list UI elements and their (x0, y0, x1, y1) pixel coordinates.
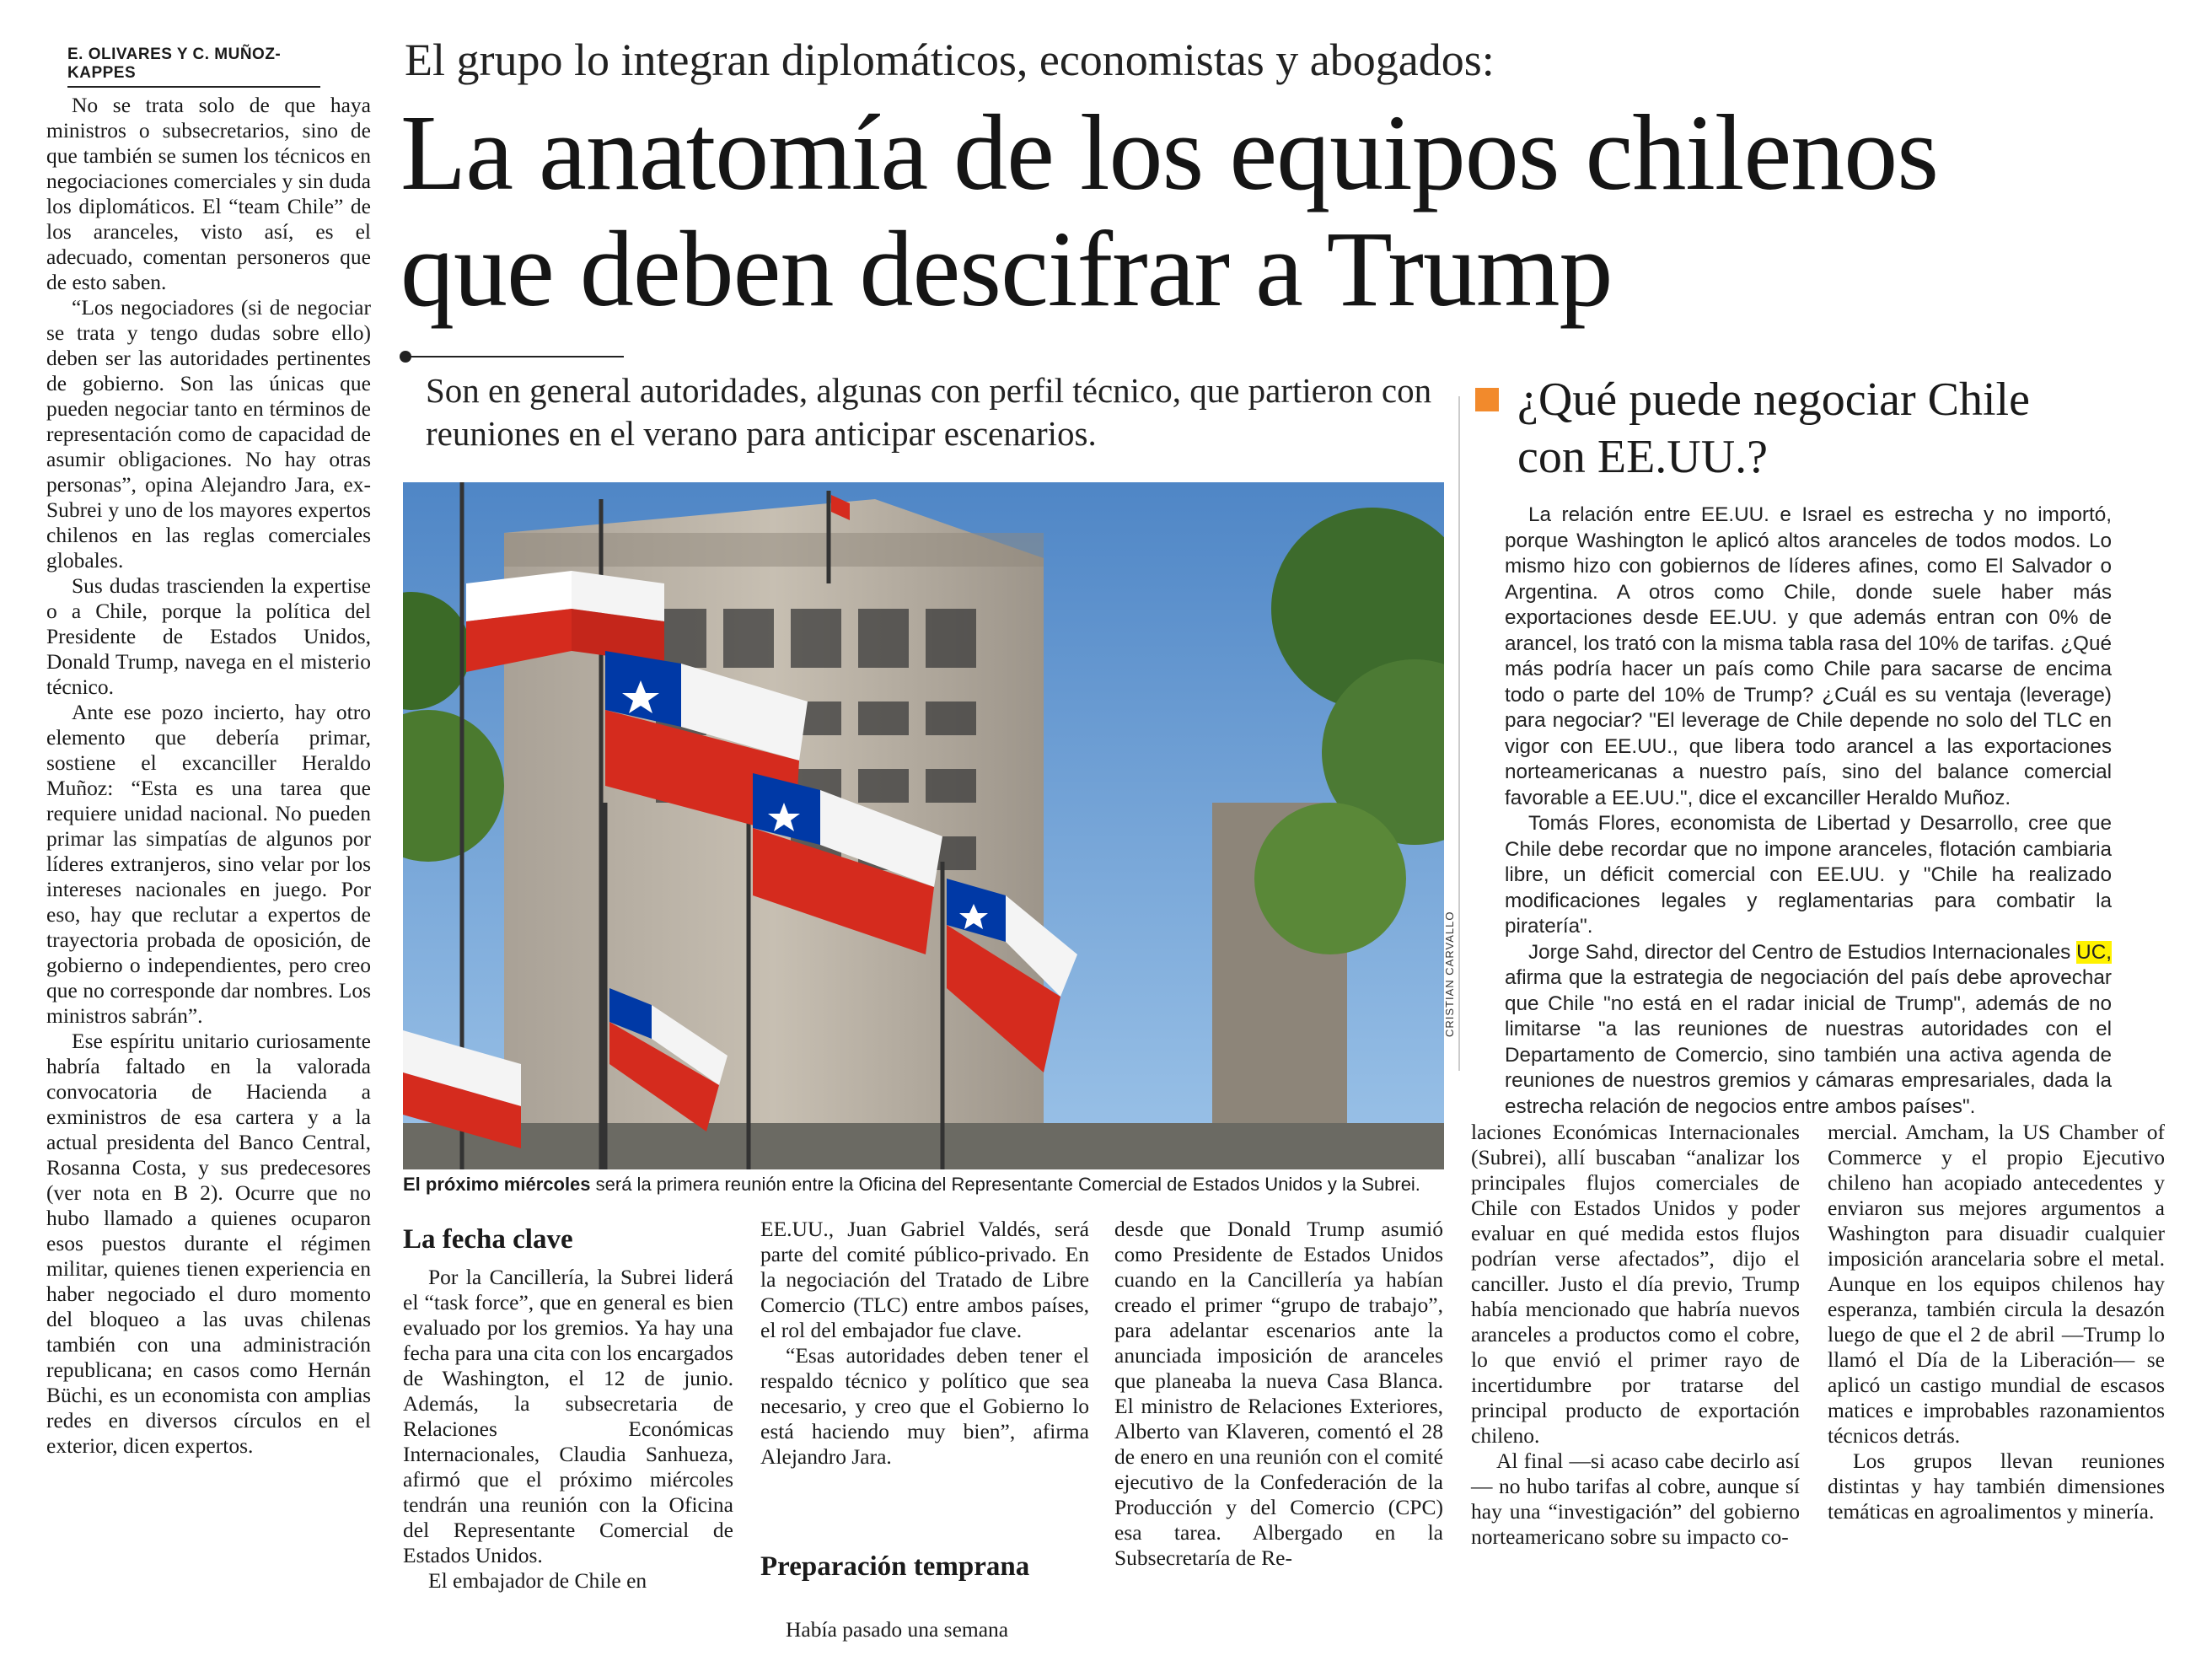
caption-bold: El próximo miércoles (403, 1174, 591, 1195)
sidebar-paragraph: Tomás Flores, economista de Libertad y Desarrollo, cree que Chile debe recordar que no impone aranceles, flotación cambiaria libre, un déficit comercial con EE.UU. y "Chile ha realizado modificaciones legales y reglamentarias para combatir la piratería". (1505, 812, 2112, 938)
paragraph: mercial. Amcham, la US Chamber of Commerce y el propio Ejecutivo chileno han acopiado antecedentes y enviaron sus mejores argumentos a Washington para disuadir cualquier imposición arancelaria sobre el metal. Aunque en los equipos chilenos hay esperanza, también circula la desazón luego de que el 2 de abril —Trump lo llamó el Día de la Liberación— se aplicó un castigo mundial de escasos matices e improbables razonamientos técnicos detrás. (1828, 1120, 2165, 1448)
paragraph: Ante ese pozo incierto, hay otro elemento que debería primar, sostiene el excanciller Heraldo Muñoz: “Esta es una tarea que requiere unidad nacional. No pueden primar las simpatías de algunos por líderes extranjeros, sino velar por los intereses nacionales en juego. Por eso, hay que reclutar a expertos de trayectoria probada de oposición, de gobierno o independientes, pero creo que no corresponde dar nombres. Los ministros sabrán”. (46, 700, 371, 1028)
photo-credit: CRISTIAN CARVALLO (1443, 911, 1456, 1037)
paragraph: “Los negociadores (si de negociar se trata y tengo dudas sobre ello) deben ser las autoridades pertinentes de gobierno. Son las únicas que pueden negociar tanto en términos de representación como de capacidad de asumir obligaciones. No hay otras personas”, opina Alejandro Jara, ex-Subrei y uno de los mayores expertos chilenos en las reglas comerciales globales. (46, 295, 371, 572)
kicker: El grupo lo integran diplomáticos, economistas y abogados: (405, 35, 1495, 85)
sidebar-title: ¿Qué puede negociar Chile con EE.UU.? (1517, 374, 2030, 483)
sidebar-rule (1458, 396, 1460, 1071)
paragraph: desde que Donald Trump asumió como Presidente de Estados Unidos cuando en la Cancillería ya habían creado el primer “grupo de trabajo”, para adelantar escenarios ante la anunciada imposición de aranceles que planeaba la nueva Casa Blanca. El ministro de Relaciones Exteriores, Alberto van Klaveren, comentó el 28 de enero en una reunión con el comité ejecutivo de la Confederación de la Producción y del Comercio (CPC) esa tarea. Albergado en la Subsecretaría de Re- (1114, 1217, 1443, 1570)
paragraph: Al final —si acaso cabe decirlo así— no hubo tarifas al cobre, aunque sí hay una “investigación” del gobierno norteamericano sobre su impacto co- (1471, 1449, 1800, 1549)
photo-chilean-flags (403, 482, 1444, 1169)
column-3 (760, 1217, 1089, 1470)
highlighted-text: UC, (2076, 940, 2112, 964)
sidebar-text: afirma que la estrategia de negociación del país debe aprovechar que Chile "no está en el radar inicial de Trump", además de no limitarse "a las reuniones de nuestras autoridades con el Departamento de Comercio, sino también una activa agenda de reuniones de nuestros gremios y cámaras empresariales, dada la estrecha relación de negocios entre ambos países". (1505, 966, 2112, 1118)
headline (400, 94, 2171, 327)
paragraph: Sus dudas trascienden la expertise o a Chile, porque la política del Presidente de Estados Unidos, Donald Trump, navega en el misterio técnico. (46, 573, 371, 699)
headline-line-2: que deben descifrar a Trump (400, 209, 1613, 329)
deck: Son en general autoridades, algunas con perfil técnico, que partieron con reuniones en el verano para anticipar escenarios. (426, 371, 1432, 453)
caption-text: será la primera reunión entre la Oficina del Representante Comercial de Estados Unidos y la Subrei. (590, 1174, 1420, 1195)
column-4 (1114, 1217, 1443, 1571)
photo-caption (403, 1173, 1457, 1196)
sidebar-body (1505, 503, 2112, 1120)
subheading-fecha-clave: La fecha clave (403, 1224, 573, 1255)
sidebar-paragraph (1505, 940, 2112, 1121)
paragraph: Por la Cancillería, la Subrei liderá el “task force”, que en general es bien evaluado por los gremios. Ya hay una fecha para una cita con los encargados de Washington, el 12 de junio. Además, la subsecretaria de Relaciones Económicas Internacionales, Claudia Sanhueza, afirmó que el próximo miércoles tendrán una reunión con la Oficina del Representante Comercial de Estados Unidos. (403, 1265, 733, 1567)
deck-rule (405, 356, 624, 357)
column-3-continued (760, 1617, 1089, 1642)
subheading-preparacion-temprana: Preparación temprana (760, 1551, 1030, 1582)
paragraph: No se trata solo de que haya ministros o subsecretarios, sino de que también se sumen los técnicos en negociaciones comerciales y sin duda los diplomáticos. El “team Chile” de los aranceles, visto así, es el adecuado, comentan personeros que de esto saben. (46, 93, 371, 294)
paragraph: Los grupos llevan reuniones distintas y hay también dimensiones temáticas en agroalimentos y minería. (1828, 1449, 2165, 1524)
flags-illustration (403, 482, 1444, 1169)
paragraph: El embajador de Chile en (428, 1568, 647, 1593)
paragraph: Había pasado una semana (786, 1617, 1009, 1642)
paragraph: EE.UU., Juan Gabriel Valdés, será parte del comité público-privado. En la negociación del Tratado de Libre Comercio (TLC) entre ambos países, el rol del embajador fue clave. (760, 1217, 1089, 1342)
column-6 (1828, 1120, 2165, 1524)
sidebar-paragraph: La relación entre EE.UU. e Israel es estrecha y no importó, porque Washington le aplicó altos aranceles de todos modos. Lo mismo hizo con gobiernos de líderes afines, como El Salvador o Argentina. A otros como Chile, donde suele haber más exportaciones desde EE.UU. y que además entran con 0% de arancel, los trató con la misma tabla rasa del 10% de tarifas. ¿Qué más podría hacer un país como Chile para sacarse de encima todo o parte del 10% de Trump? ¿Cuál es su ventaja (leverage) para negociar? "El leverage de Chile depende no solo del TLC en vigor con EE.UU., que libera todo arancel a las exportaciones norteamericanas a nuestro país, sino del balance comercial favorable a EE.UU.", dice el excanciller Heraldo Muñoz. (1505, 503, 2112, 809)
column-1 (46, 93, 371, 1459)
paragraph: laciones Económicas Internacionales (Subrei), allí buscaban “analizar los principales flujos comerciales de Chile con Estados Unidos y poder evaluar en qué medida estos flujos podrían verse afectados”, dijo el canciller. Justo el día previo, Trump había mencionado que habría nuevos aranceles a productos como el cobre, lo que envió el primer rayo de incertidumbre por tratarse del principal producto de exportación chileno. (1471, 1120, 1800, 1448)
sidebar-text: Jorge Sahd, director del Centro de Estudios Internacionales (1528, 940, 2077, 964)
column-5 (1471, 1120, 1800, 1550)
orange-square-icon (1475, 388, 1499, 411)
column-2 (403, 1265, 733, 1594)
headline-line-1: La anatomía de los equipos chilenos (400, 93, 1939, 212)
paragraph: “Esas autoridades deben tener el respaldo técnico y político que sea necesario, y creo que el Gobierno lo está haciendo muy bien”, afirma Alejandro Jara. (760, 1343, 1089, 1469)
paragraph: Ese espíritu unitario curiosamente habría faltado en la valorada convocatoria de Hacienda a exministros de esa cartera y a la actual presidenta del Banco Central, Rosanna Costa, y sus predecesores (ver nota en B 2). Ocurre que no hubo llamado a quienes ocuparon esos puestos durante el régimen militar, quienes tienen experiencia en haber negociado el duro momento del bloqueo a las uvas chilenas también con una administración republicana; en casos como Hernán Büchi, es un economista con amplias redes en diversos círculos en el exterior, dicen expertos. (46, 1029, 371, 1458)
byline: E. OLIVARES Y C. MUÑOZ-KAPPES (67, 46, 320, 88)
